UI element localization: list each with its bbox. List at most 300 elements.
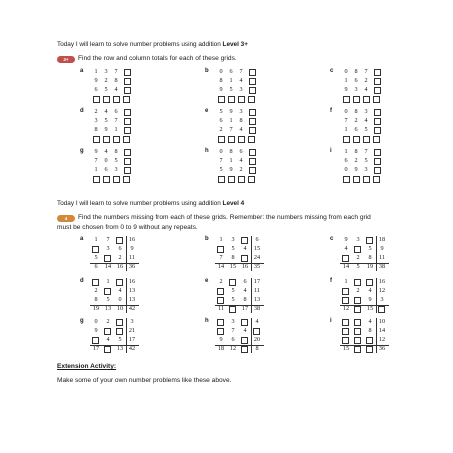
total-number: 36 — [378, 345, 386, 352]
grid-number: 6 — [219, 117, 223, 124]
row-total-box[interactable] — [374, 158, 381, 165]
grid-number: 2 — [106, 318, 110, 325]
grid-number: 7 — [106, 236, 110, 243]
grid-number: 9 — [94, 77, 98, 84]
row-total-box[interactable] — [249, 118, 256, 125]
column-total-box[interactable] — [218, 136, 225, 143]
missing-number-box[interactable] — [229, 306, 236, 313]
grid-number: 2 — [219, 126, 223, 133]
row-total-box[interactable] — [374, 127, 381, 134]
column-total-box[interactable] — [103, 136, 110, 143]
missing-number-box[interactable] — [342, 319, 349, 326]
totals-divider-vertical — [126, 236, 127, 271]
grid-number: 3 — [356, 236, 360, 243]
missing-number-box[interactable] — [116, 237, 123, 244]
missing-number-box[interactable] — [342, 328, 349, 335]
grid-number: 5 — [94, 254, 98, 261]
grid-number: 9 — [229, 108, 233, 115]
total-number: 36 — [128, 263, 136, 270]
section1-instruction-text: Find the row and column totals for each of these grids. — [78, 55, 237, 62]
grid-number: 9 — [219, 86, 223, 93]
grid-label: e — [205, 278, 209, 284]
grid-label: b — [205, 68, 209, 74]
total-number: 13 — [253, 296, 261, 303]
grid-number: 7 — [344, 117, 348, 124]
column-total-box[interactable] — [363, 96, 370, 103]
missing-number-box[interactable] — [92, 246, 99, 253]
column-total-box[interactable] — [123, 176, 130, 183]
missing-number-box[interactable] — [366, 337, 373, 344]
column-total-box[interactable] — [238, 176, 245, 183]
grid-number: 3 — [239, 108, 243, 115]
grid-number: 5 — [118, 336, 122, 343]
grid-number: 4 — [364, 117, 368, 124]
totals-divider-horizontal — [215, 345, 264, 346]
total-number: 12 — [378, 336, 386, 343]
grid-label: h — [205, 148, 209, 154]
total-number: 14 — [217, 263, 225, 270]
column-total-box[interactable] — [218, 176, 225, 183]
grid-number: 7 — [229, 126, 233, 133]
total-number: 17 — [253, 278, 261, 285]
grid-label: a — [80, 236, 84, 242]
missing-number-box[interactable] — [241, 319, 248, 326]
total-number: 9 — [380, 245, 384, 252]
totals-divider-vertical — [126, 278, 127, 313]
grid-number: 9 — [229, 166, 233, 173]
grid-number: 5 — [364, 157, 368, 164]
totals-divider-horizontal — [340, 305, 389, 306]
grid-number: 3 — [106, 245, 110, 252]
column-total-box[interactable] — [373, 136, 380, 143]
column-total-box[interactable] — [248, 176, 255, 183]
grid-number: 6 — [114, 108, 118, 115]
total-number: 6 — [94, 263, 98, 270]
grid-label: b — [205, 236, 209, 242]
grid-number: 6 — [229, 68, 233, 75]
missing-number-box[interactable] — [366, 237, 373, 244]
grid-number: 1 — [94, 166, 98, 173]
grid-label: i — [330, 148, 332, 154]
total-number: 12 — [229, 345, 237, 352]
grid-number: 1 — [229, 117, 233, 124]
column-total-box[interactable] — [93, 176, 100, 183]
grid-number: 2 — [94, 287, 98, 294]
total-number: 13 — [128, 287, 136, 294]
column-total-box[interactable] — [248, 96, 255, 103]
grid-number: 9 — [219, 336, 223, 343]
missing-number-box[interactable] — [241, 337, 248, 344]
grid-number: 6 — [104, 166, 108, 173]
total-number: 3 — [130, 318, 134, 325]
grid-label: d — [80, 278, 84, 284]
totals-divider-horizontal — [215, 263, 264, 264]
grid-number: 8 — [229, 148, 233, 155]
grid-number: 4 — [106, 336, 110, 343]
totals-divider-vertical — [376, 236, 377, 271]
column-total-box[interactable] — [103, 176, 110, 183]
totals-divider-horizontal — [90, 345, 139, 346]
grid-number: 1 — [344, 77, 348, 84]
total-number: 12 — [378, 287, 386, 294]
row-total-box[interactable] — [249, 149, 256, 156]
grid-label: f — [330, 278, 332, 284]
total-number: 4 — [255, 318, 259, 325]
grid-number: 4 — [243, 287, 247, 294]
total-number: 13 — [128, 296, 136, 303]
missing-number-box[interactable] — [104, 328, 111, 335]
row-total-box[interactable] — [374, 78, 381, 85]
total-number: 12 — [342, 305, 350, 312]
missing-number-box[interactable] — [354, 306, 361, 313]
row-total-box[interactable] — [249, 109, 256, 116]
total-number: 11 — [379, 254, 385, 261]
grid-number: 1 — [94, 68, 98, 75]
missing-number-box[interactable] — [217, 297, 224, 304]
total-number: 24 — [253, 254, 261, 261]
row-total-box[interactable] — [249, 87, 256, 94]
grid-number: 8 — [354, 108, 358, 115]
grid-number: 0 — [118, 296, 122, 303]
row-total-box[interactable] — [124, 109, 131, 116]
grid-number: 4 — [368, 318, 372, 325]
grid-number: 4 — [239, 77, 243, 84]
missing-number-box[interactable] — [354, 297, 361, 304]
grid-label: c — [330, 68, 334, 74]
column-total-box[interactable] — [248, 136, 255, 143]
column-total-box[interactable] — [228, 176, 235, 183]
grid-number: 6 — [354, 126, 358, 133]
missing-number-box[interactable] — [217, 319, 224, 326]
section2-level: Level 4 — [222, 200, 245, 207]
total-number: 10 — [378, 318, 386, 325]
column-total-box[interactable] — [373, 96, 380, 103]
grid-number: 8 — [239, 117, 243, 124]
missing-number-box[interactable] — [92, 279, 99, 286]
missing-number-box[interactable] — [217, 288, 224, 295]
missing-number-box[interactable] — [92, 337, 99, 344]
column-total-box[interactable] — [343, 96, 350, 103]
grid-label: g — [80, 318, 84, 324]
missing-number-box[interactable] — [241, 346, 248, 353]
grid-number: 1 — [229, 157, 233, 164]
grid-number: 4 — [239, 126, 243, 133]
grid-number: 4 — [118, 287, 122, 294]
column-total-box[interactable] — [113, 176, 120, 183]
missing-number-box[interactable] — [378, 306, 385, 313]
column-total-box[interactable] — [353, 176, 360, 183]
column-total-box[interactable] — [373, 176, 380, 183]
row-total-box[interactable] — [124, 78, 131, 85]
grid-label: a — [80, 68, 84, 74]
grid-number: 5 — [104, 86, 108, 93]
grid-number: 8 — [354, 148, 358, 155]
grid-label: e — [205, 108, 209, 114]
missing-number-box[interactable] — [354, 246, 361, 253]
column-total-box[interactable] — [363, 176, 370, 183]
grid-label: f — [330, 108, 332, 114]
column-total-box[interactable] — [343, 176, 350, 183]
row-total-box[interactable] — [249, 78, 256, 85]
grid-number: 3 — [231, 236, 235, 243]
total-number: 15 — [342, 345, 350, 352]
total-number: 10 — [116, 305, 124, 312]
totals-divider-horizontal — [340, 345, 389, 346]
grid-number: 6 — [118, 245, 122, 252]
grid-number: 5 — [219, 166, 223, 173]
grid-number: 2 — [94, 108, 98, 115]
grid-number: 0 — [344, 166, 348, 173]
section2-instruction — [57, 213, 371, 232]
grid-number: 4 — [104, 148, 108, 155]
totals-divider-vertical — [251, 318, 252, 353]
grid-label: d — [80, 108, 84, 114]
missing-number-box[interactable] — [217, 246, 224, 253]
column-total-box[interactable] — [113, 96, 120, 103]
missing-number-box[interactable] — [116, 279, 123, 286]
grid-number: 2 — [354, 117, 358, 124]
grid-number: 6 — [354, 77, 358, 84]
section1-level: Level 3+ — [222, 41, 248, 48]
row-total-box[interactable] — [249, 69, 256, 76]
totals-divider-vertical — [251, 236, 252, 271]
missing-number-box[interactable] — [253, 328, 260, 335]
grid-number: 0 — [104, 157, 108, 164]
total-number: 16 — [128, 278, 136, 285]
missing-number-box[interactable] — [366, 279, 373, 286]
grid-number: 4 — [364, 86, 368, 93]
grid-number: 8 — [219, 77, 223, 84]
row-total-box[interactable] — [249, 127, 256, 134]
grid-number: 6 — [243, 278, 247, 285]
totals-divider-horizontal — [90, 263, 139, 264]
row-total-box[interactable] — [124, 167, 131, 174]
total-number: 14 — [342, 263, 350, 270]
totals-divider-vertical — [126, 318, 127, 353]
total-number: 13 — [104, 305, 112, 312]
grid-number: 8 — [354, 68, 358, 75]
missing-number-box[interactable] — [116, 328, 123, 335]
totals-divider-horizontal — [340, 263, 389, 264]
grid-number: 8 — [368, 254, 372, 261]
grid-number: 2 — [104, 77, 108, 84]
grid-number: 4 — [114, 86, 118, 93]
total-number: 16 — [128, 236, 136, 243]
missing-number-box[interactable] — [354, 328, 361, 335]
grid-number: 1 — [114, 126, 118, 133]
grid-number: 3 — [94, 117, 98, 124]
grid-number: 2 — [356, 254, 360, 261]
missing-number-box[interactable] — [217, 328, 224, 335]
grid-number: 8 — [94, 296, 98, 303]
grid-number: 3 — [231, 318, 235, 325]
grid-number: 2 — [356, 287, 360, 294]
grid-number: 0 — [344, 108, 348, 115]
grid-number: 9 — [94, 148, 98, 155]
total-number: 17 — [241, 305, 249, 312]
grid-number: 4 — [239, 157, 243, 164]
column-total-box[interactable] — [343, 136, 350, 143]
grid-number: 1 — [229, 77, 233, 84]
grid-number: 7 — [364, 68, 368, 75]
total-number: 17 — [128, 336, 136, 343]
grid-number: 8 — [243, 296, 247, 303]
grid-number: 2 — [354, 157, 358, 164]
column-total-box[interactable] — [353, 136, 360, 143]
grid-label: i — [330, 318, 332, 324]
level-badge-icon: 4 — [57, 215, 75, 222]
grid-label: g — [80, 148, 84, 154]
grid-number: 2 — [364, 77, 368, 84]
totals-divider-vertical — [376, 278, 377, 313]
total-number: 16 — [116, 263, 124, 270]
column-total-box[interactable] — [103, 96, 110, 103]
column-total-box[interactable] — [228, 136, 235, 143]
total-number: 20 — [253, 336, 261, 343]
column-total-box[interactable] — [218, 96, 225, 103]
grid-number: 2 — [219, 278, 223, 285]
missing-number-box[interactable] — [354, 346, 361, 353]
row-total-box[interactable] — [124, 69, 131, 76]
row-total-box[interactable] — [124, 149, 131, 156]
grid-number: 3 — [104, 68, 108, 75]
grid-number: 6 — [231, 336, 235, 343]
column-total-box[interactable] — [123, 136, 130, 143]
total-number: 5 — [356, 263, 360, 270]
grid-number: 3 — [239, 86, 243, 93]
missing-number-box[interactable] — [116, 319, 123, 326]
missing-number-box[interactable] — [354, 319, 361, 326]
column-total-box[interactable] — [363, 136, 370, 143]
grid-number: 6 — [344, 157, 348, 164]
missing-number-box[interactable] — [241, 237, 248, 244]
total-number: 11 — [129, 254, 135, 261]
total-number: 18 — [217, 345, 225, 352]
column-total-box[interactable] — [123, 96, 130, 103]
total-number: 35 — [253, 263, 261, 270]
column-total-box[interactable] — [93, 136, 100, 143]
column-total-box[interactable] — [238, 96, 245, 103]
grid-number: 1 — [344, 148, 348, 155]
grid-label: c — [330, 236, 334, 242]
missing-number-box[interactable] — [104, 255, 111, 262]
missing-number-box[interactable] — [241, 255, 248, 262]
missing-number-box[interactable] — [342, 255, 349, 262]
section2-instruction-line2: must be chosen from 0 to 9 without any repeats. — [57, 223, 198, 231]
grid-number: 4 — [243, 245, 247, 252]
extension-text: Make some of your own number problems like these above. — [57, 377, 232, 384]
grid-number: 1 — [344, 126, 348, 133]
column-total-box[interactable] — [93, 96, 100, 103]
section1-heading-text: Today I will learn to solve number problems using addition — [57, 41, 223, 48]
grid-number: 5 — [364, 126, 368, 133]
row-total-box[interactable] — [124, 87, 131, 94]
total-number: 11 — [218, 305, 224, 312]
grid-number: 9 — [94, 327, 98, 334]
extension-title: Extension Activity: — [57, 363, 117, 370]
row-total-box[interactable] — [374, 109, 381, 116]
grid-number: 8 — [114, 148, 118, 155]
total-number: 38 — [378, 263, 386, 270]
grid-number: 8 — [114, 77, 118, 84]
grid-number: 2 — [118, 254, 122, 261]
row-total-box[interactable] — [124, 158, 131, 165]
row-total-box[interactable] — [249, 158, 256, 165]
totals-divider-horizontal — [215, 305, 264, 306]
row-total-box[interactable] — [124, 118, 131, 125]
grid-number: 9 — [104, 126, 108, 133]
row-total-box[interactable] — [374, 69, 381, 76]
missing-number-box[interactable] — [104, 288, 111, 295]
column-total-box[interactable] — [238, 136, 245, 143]
row-total-box[interactable] — [124, 127, 131, 134]
grid-number: 5 — [104, 117, 108, 124]
column-total-box[interactable] — [228, 96, 235, 103]
total-number: 42 — [128, 305, 136, 312]
grid-number: 1 — [94, 236, 98, 243]
row-total-box[interactable] — [374, 87, 381, 94]
missing-number-box[interactable] — [342, 297, 349, 304]
column-total-box[interactable] — [353, 96, 360, 103]
grid-number: 5 — [231, 296, 235, 303]
grid-number: 5 — [368, 245, 372, 252]
grid-number: 8 — [231, 254, 235, 261]
grid-number: 0 — [219, 148, 223, 155]
missing-number-box[interactable] — [354, 279, 361, 286]
grid-number: 5 — [229, 86, 233, 93]
missing-number-box[interactable] — [104, 346, 111, 353]
section1-heading — [57, 41, 248, 48]
row-total-box[interactable] — [249, 167, 256, 174]
total-number: 38 — [253, 305, 261, 312]
total-number: 15 — [253, 245, 261, 252]
row-total-box[interactable] — [374, 149, 381, 156]
row-total-box[interactable] — [374, 167, 381, 174]
missing-number-box[interactable] — [354, 337, 361, 344]
grid-number: 7 — [219, 254, 223, 261]
row-total-box[interactable] — [374, 118, 381, 125]
grid-number: 8 — [94, 126, 98, 133]
missing-number-box[interactable] — [229, 279, 236, 286]
grid-number: 6 — [239, 148, 243, 155]
level-badge-icon: 3+ — [57, 56, 75, 63]
missing-number-box[interactable] — [342, 337, 349, 344]
grid-number: 0 — [219, 68, 223, 75]
total-number: 16 — [378, 278, 386, 285]
column-total-box[interactable] — [113, 136, 120, 143]
totals-divider-vertical — [251, 278, 252, 313]
grid-number: 9 — [344, 236, 348, 243]
total-number: 16 — [241, 263, 249, 270]
grid-number: 7 — [114, 117, 118, 124]
grid-number: 5 — [106, 296, 110, 303]
grid-number: 7 — [231, 327, 235, 334]
grid-number: 9 — [354, 166, 358, 173]
grid-number: 7 — [114, 68, 118, 75]
total-number: 3 — [380, 296, 384, 303]
section1-instruction — [57, 54, 237, 64]
grid-number: 3 — [114, 166, 118, 173]
missing-number-box[interactable] — [366, 346, 373, 353]
grid-number: 6 — [94, 86, 98, 93]
total-number: 18 — [378, 236, 386, 243]
missing-number-box[interactable] — [342, 288, 349, 295]
grid-number: 0 — [94, 318, 98, 325]
grid-number: 5 — [231, 287, 235, 294]
grid-number: 5 — [114, 157, 118, 164]
totals-divider-vertical — [376, 318, 377, 353]
total-number: 11 — [254, 287, 260, 294]
